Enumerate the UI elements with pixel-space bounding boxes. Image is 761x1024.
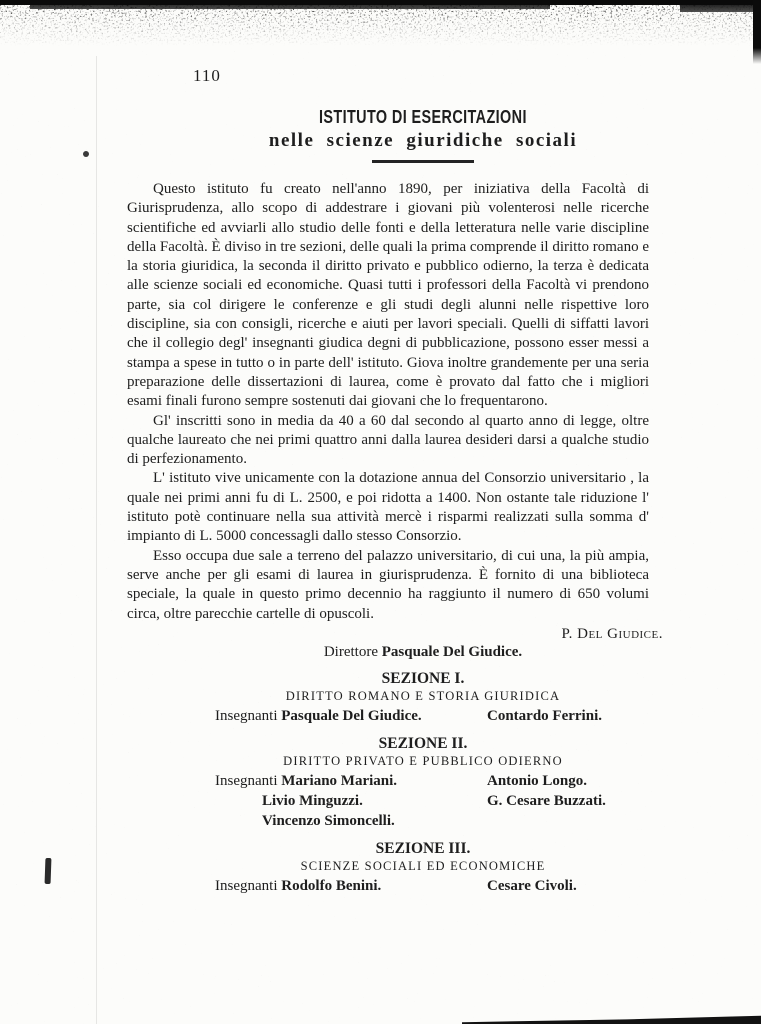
teacher-name: Rodolfo Benini. xyxy=(281,877,382,894)
insegnanti-label: Insegnanti xyxy=(215,707,282,724)
section-subject: SCIENZE SOCIALI ED ECONOMICHE xyxy=(300,858,546,873)
section xyxy=(127,840,649,896)
scan-binding-line xyxy=(96,56,97,1024)
teacher-row xyxy=(127,706,649,726)
insegnanti-label: Insegnanti xyxy=(215,877,282,894)
insegnanti-label: Insegnanti xyxy=(215,772,282,789)
teacher-name-right: Contardo Ferrini. xyxy=(487,707,602,724)
page-number: 110 xyxy=(193,66,221,85)
paragraph: Questo istituto fu creato nell'anno 1890, per iniziativa della Facoltà di Giurisprudenza, allo scopo di addestrare i giovani più volenterosi nelle ricerche scientifiche ed avviarli allo studio delle fonti e della letteratura nelle varie discipline della Facoltà. È diviso in tre sezioni, delle quali la prima comprende il diritto romano e la storia giuridica, la seconda il diritto privato e pubblico odierno, la terza è dedicata alle scienze sociali ed economiche. Quasi tutti i professori della Facoltà vi prendono parte, sia col dirigere le conferenze e gli studi degli alunni nelle rispettive loro discipline, sia con consigli, ricerche e aiuti per lavori speciali. Quelli di siffatti lavori che il collegio degl' insegnanti giudica degni di pubblicazione, possono esser messi a stampa a spese in tutto o in parte dell' istituto. Giova inoltre grandemente per una seria preparazione delle dissertazioni di laurea, come è provato dal fatto che i migliori esami finali furono sempre sostenuti dai giovani che lo frequentarono. xyxy=(127,181,649,410)
director-name: Pasquale Del Giudice. xyxy=(381,643,523,660)
teacher-name-right: Cesare Civoli. xyxy=(487,877,577,894)
teacher-name: Vincenzo Simoncelli. xyxy=(262,812,395,829)
teacher-row xyxy=(127,791,649,811)
title-divider xyxy=(372,160,474,163)
page-subtitle: nelle scienze giuridiche sociali xyxy=(268,130,578,151)
section-heading: SEZIONE III. xyxy=(375,839,471,857)
teacher-left xyxy=(215,876,649,896)
teacher-name-right: G. Cesare Buzzati. xyxy=(487,792,606,809)
ink-mark xyxy=(45,858,52,884)
section-subject: DIRITTO ROMANO E STORIA GIURIDICA xyxy=(285,688,561,703)
section xyxy=(127,735,649,831)
section-heading: SEZIONE II. xyxy=(378,734,468,752)
section-subject: DIRITTO PRIVATO E PUBBLICO ODIERNO xyxy=(283,753,563,768)
sections xyxy=(127,670,649,896)
signature-name: P. Del Giudice. xyxy=(561,625,663,642)
paragraph: Esso occupa due sale a terreno del palazzo universitario, di cui una, la più ampia, serve anche per gli esami di laurea in giurisprudenza. È fornito di una biblioteca speciale, la quale in questo primo decennio ha raggiunto il numero di 650 volumi circa, oltre parecchie cartelle di opuscoli. xyxy=(127,547,649,622)
teacher-name-right: Antonio Longo. xyxy=(487,772,588,789)
page-title: ISTITUTO DI ESERCITAZIONI xyxy=(319,107,527,127)
teacher-row xyxy=(127,876,649,896)
teacher-name: Livio Minguzzi. xyxy=(262,792,363,809)
scan-noise-top xyxy=(0,0,761,46)
section-heading: SEZIONE I. xyxy=(381,669,465,687)
body-text xyxy=(127,180,649,624)
signature xyxy=(127,626,663,643)
paragraph: Gl' inscritti sono in media da 40 a 60 dal secondo al quarto anno di legge, oltre qualche laureato che nei primi quattro anni dalla laurea desideri darsi a qualche studio di perfezionamento. xyxy=(127,412,649,468)
teacher-left xyxy=(262,811,649,831)
teacher-name: Pasquale Del Giudice. xyxy=(281,707,422,724)
page-content xyxy=(127,66,663,896)
ink-dot xyxy=(83,151,89,157)
teacher-row xyxy=(127,771,649,791)
scan-edge-right xyxy=(753,0,761,64)
teacher-row xyxy=(127,811,649,831)
director-line xyxy=(127,644,649,661)
scan-edge-bottom xyxy=(462,1015,761,1024)
paragraph: L' istituto vive unicamente con la dotazione annua del Consorzio universitario , la quale nei primi anni fu di L. 2500, e poi ridotta a 1400. Non ostante tale riduzione l' istituto potè continuare nella sua attività mercè i risparmi realizzati sulla somma d' impianto di L. 5000 concessagli dallo stesso Consorzio. xyxy=(127,470,649,545)
section xyxy=(127,670,649,726)
director-label: Direttore xyxy=(323,643,378,660)
teacher-name: Mariano Mariani. xyxy=(281,772,398,789)
